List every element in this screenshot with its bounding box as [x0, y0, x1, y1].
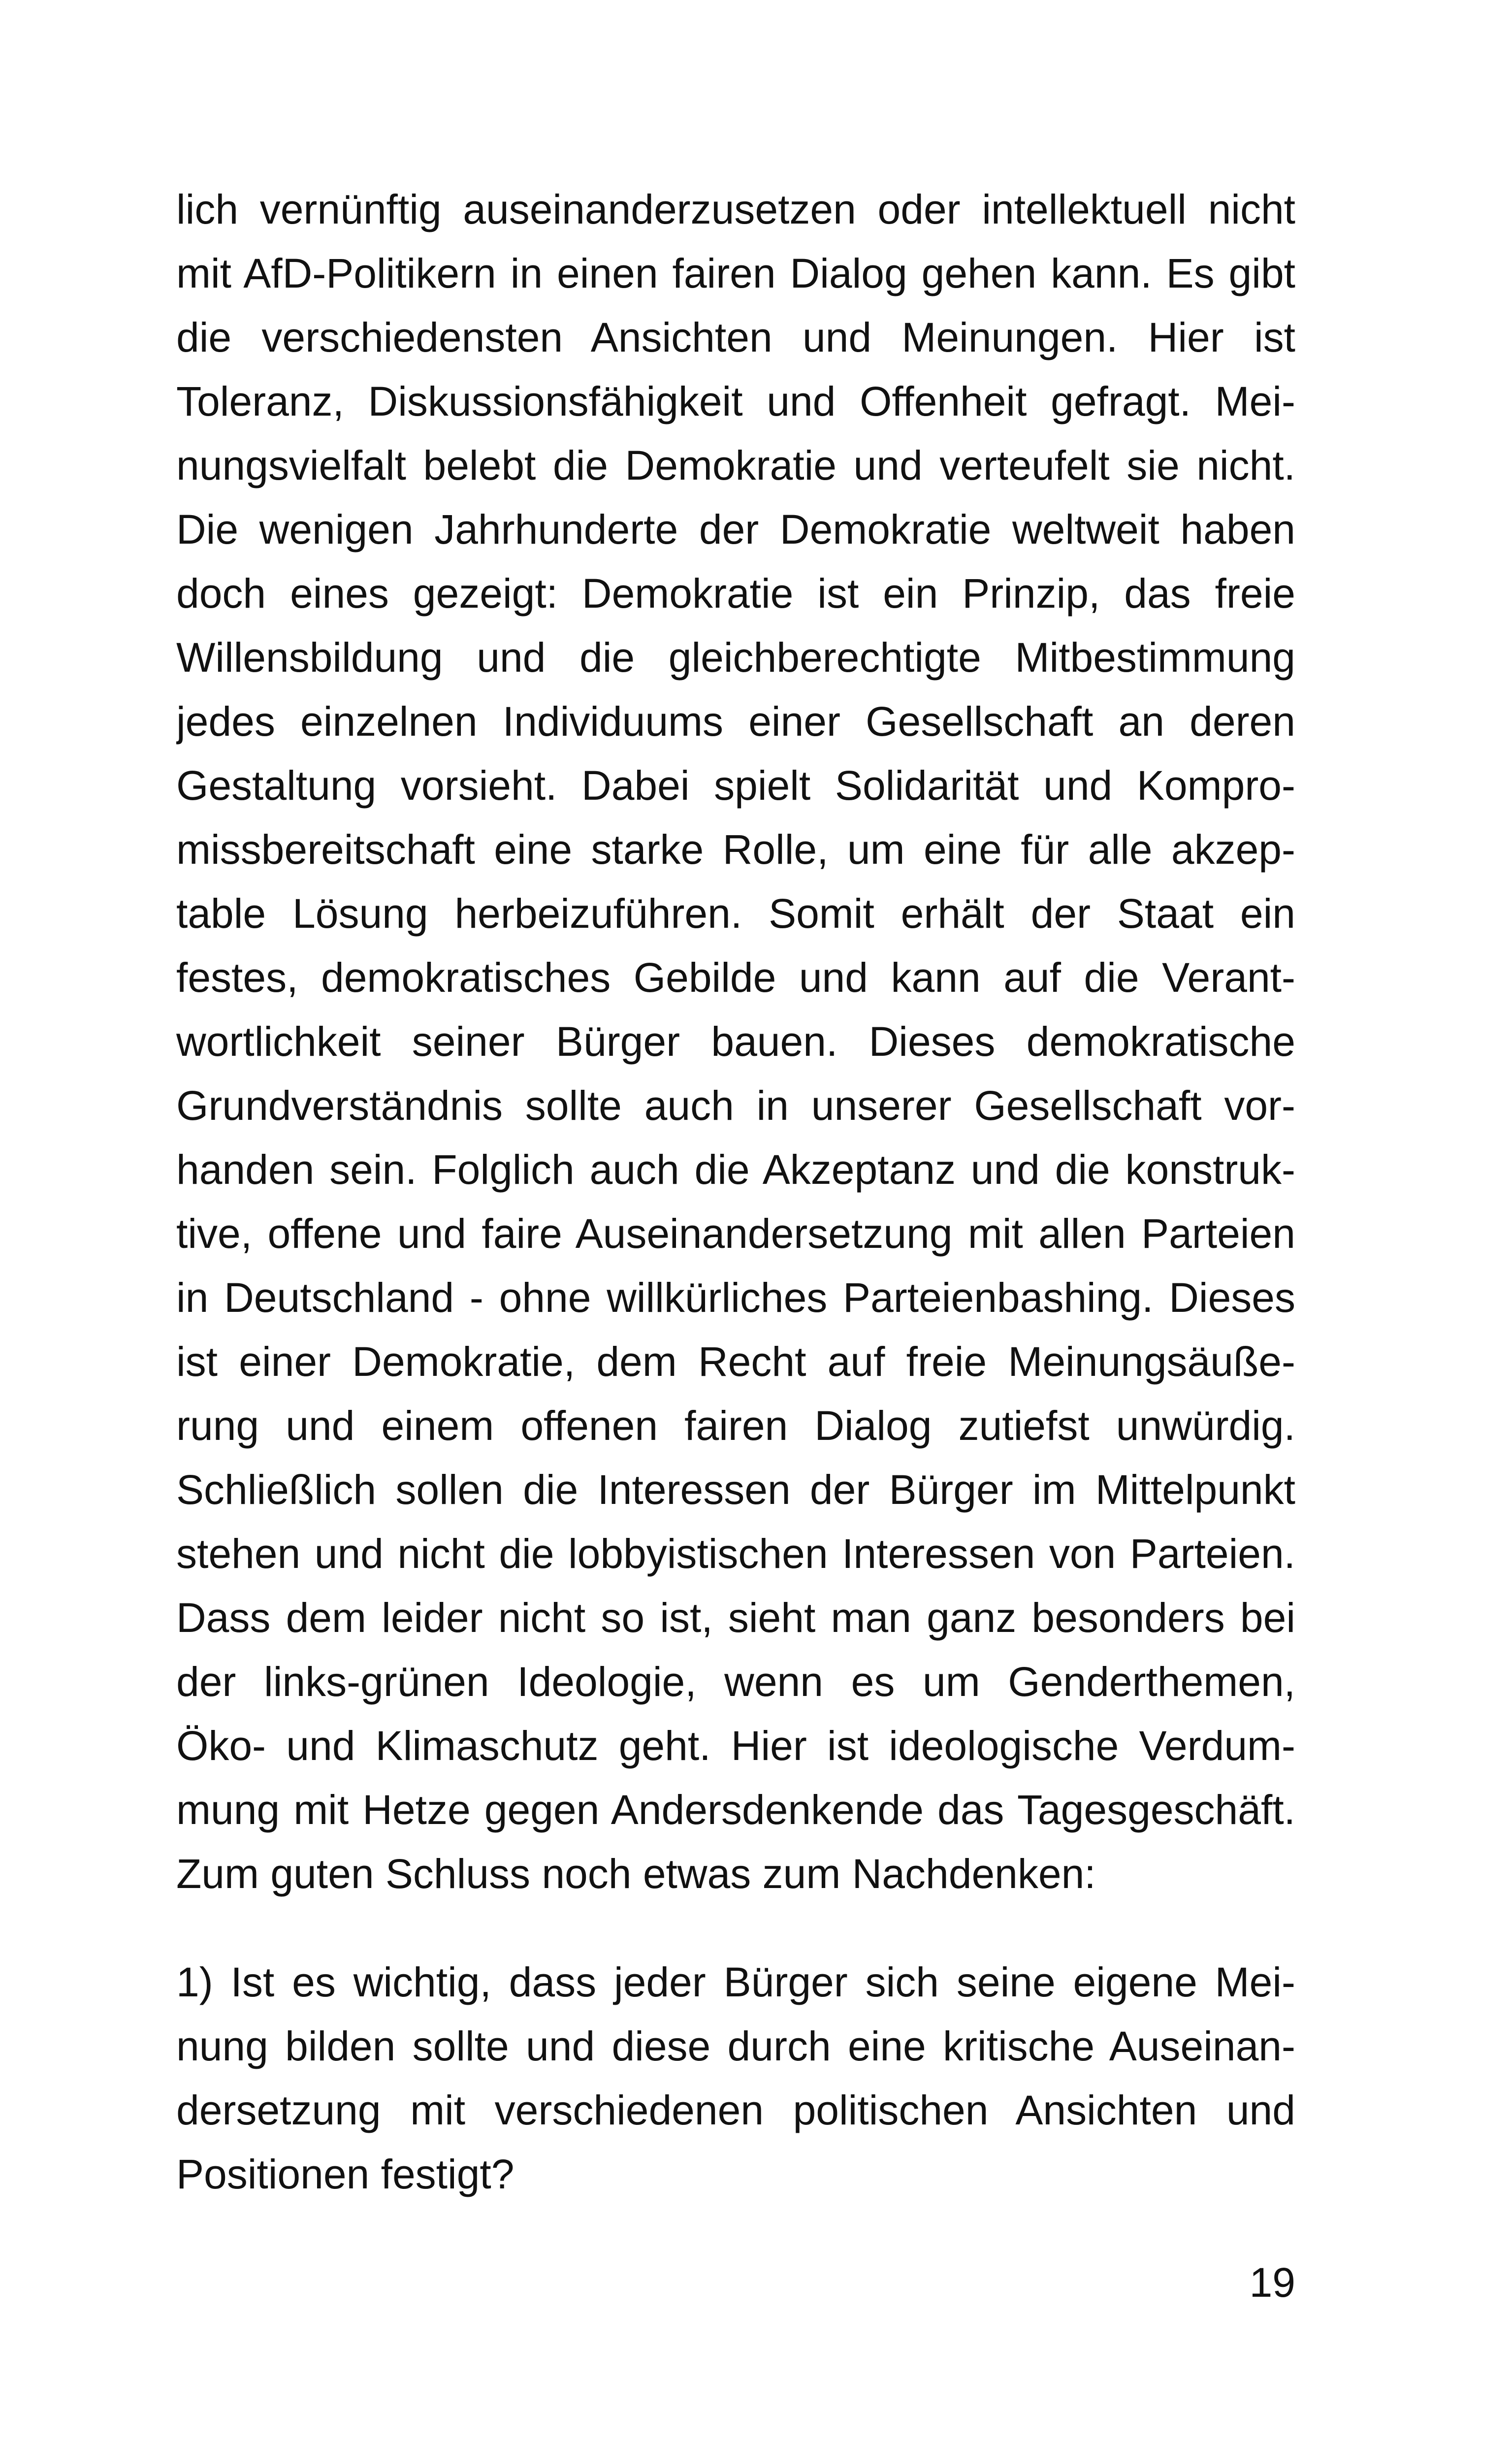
paragraph-line: in Deutschland - ohne willkürliches Parteienbashing. Dieses [176, 1274, 1295, 1321]
paragraph-line: die verschiedensten Ansichten und Meinungen. Hier ist [176, 314, 1295, 360]
paragraph-line: Grundverständnis sollte auch in unserer Gesellschaft vor- [176, 1082, 1295, 1129]
paragraph-line: Toleranz, Diskussionsfähigkeit und Offenheit gefragt. Mei- [176, 378, 1295, 424]
paragraph-line: missbereitschaft eine starke Rolle, um eine für alle akzep- [176, 826, 1295, 873]
question-line: nung bilden sollte und diese durch eine kritische Auseinan- [176, 2023, 1295, 2069]
question-paragraph [176, 1950, 1295, 2206]
paragraph-line: stehen und nicht die lobbyistischen Interessen von Parteien. [176, 1531, 1295, 1577]
page-number: 19 [1249, 2259, 1295, 2306]
paragraph-line: mung mit Hetze gegen Andersdenkende das Tagesgeschäft. [176, 1787, 1295, 1833]
paragraph-line: Die wenigen Jahrhunderte der Demokratie weltweit haben [176, 506, 1295, 553]
paragraph-line: tive, offene und faire Auseinandersetzung mit allen Parteien [176, 1210, 1295, 1257]
body-paragraph [176, 177, 1295, 1906]
paragraph-line: ist einer Demokratie, dem Recht auf freie Meinungsäuße- [176, 1338, 1295, 1385]
paragraph-line: Willensbildung und die gleichberechtigte Mitbestimmung [176, 634, 1295, 681]
paragraph-line: Öko- und Klimaschutz geht. Hier ist ideologische Verdum- [176, 1723, 1295, 1769]
paragraph-line: handen sein. Folglich auch die Akzeptanz und die konstruk- [176, 1146, 1295, 1193]
paragraph-line: Schließlich sollen die Interessen der Bürger im Mittelpunkt [176, 1466, 1295, 1513]
paragraph-line: der links-grünen Ideologie, wenn es um Genderthemen, [176, 1659, 1295, 1705]
paragraph-line: Gestaltung vorsieht. Dabei spielt Solidarität und Kompro- [176, 762, 1295, 809]
paragraph-line: nungsvielfalt belebt die Demokratie und verteufelt sie nicht. [176, 442, 1295, 489]
question-line: Positionen festigt? [176, 2151, 515, 2197]
paragraph-line: Dass dem leider nicht so ist, sieht man ganz besonders bei [176, 1595, 1295, 1641]
paragraph-line: Zum guten Schluss noch etwas zum Nachdenken: [176, 1851, 1096, 1897]
question-line: dersetzung mit verschiedenen politischen Ansichten und [176, 2087, 1295, 2133]
paragraph-line: rung und einem offenen fairen Dialog zutiefst unwürdig. [176, 1402, 1295, 1449]
paragraph-line: doch eines gezeigt: Demokratie ist ein Prinzip, das freie [176, 570, 1295, 617]
question-line: 1) Ist es wichtig, dass jeder Bürger sich seine eigene Mei- [176, 1959, 1295, 2005]
paragraph-line: wortlichkeit seiner Bürger bauen. Dieses demokratische [176, 1018, 1295, 1065]
paragraph-line: festes, demokratisches Gebilde und kann auf die Verant- [176, 954, 1295, 1001]
paragraph-line: lich vernünftig auseinanderzusetzen oder intellektuell nicht [176, 186, 1295, 232]
paragraph-line: mit AfD-Politikern in einen fairen Dialog gehen kann. Es gibt [176, 250, 1295, 296]
paragraph-line: table Lösung herbeizuführen. Somit erhält der Staat ein [176, 890, 1295, 937]
paragraph-line: jedes einzelnen Individuums einer Gesellschaft an deren [176, 698, 1295, 745]
